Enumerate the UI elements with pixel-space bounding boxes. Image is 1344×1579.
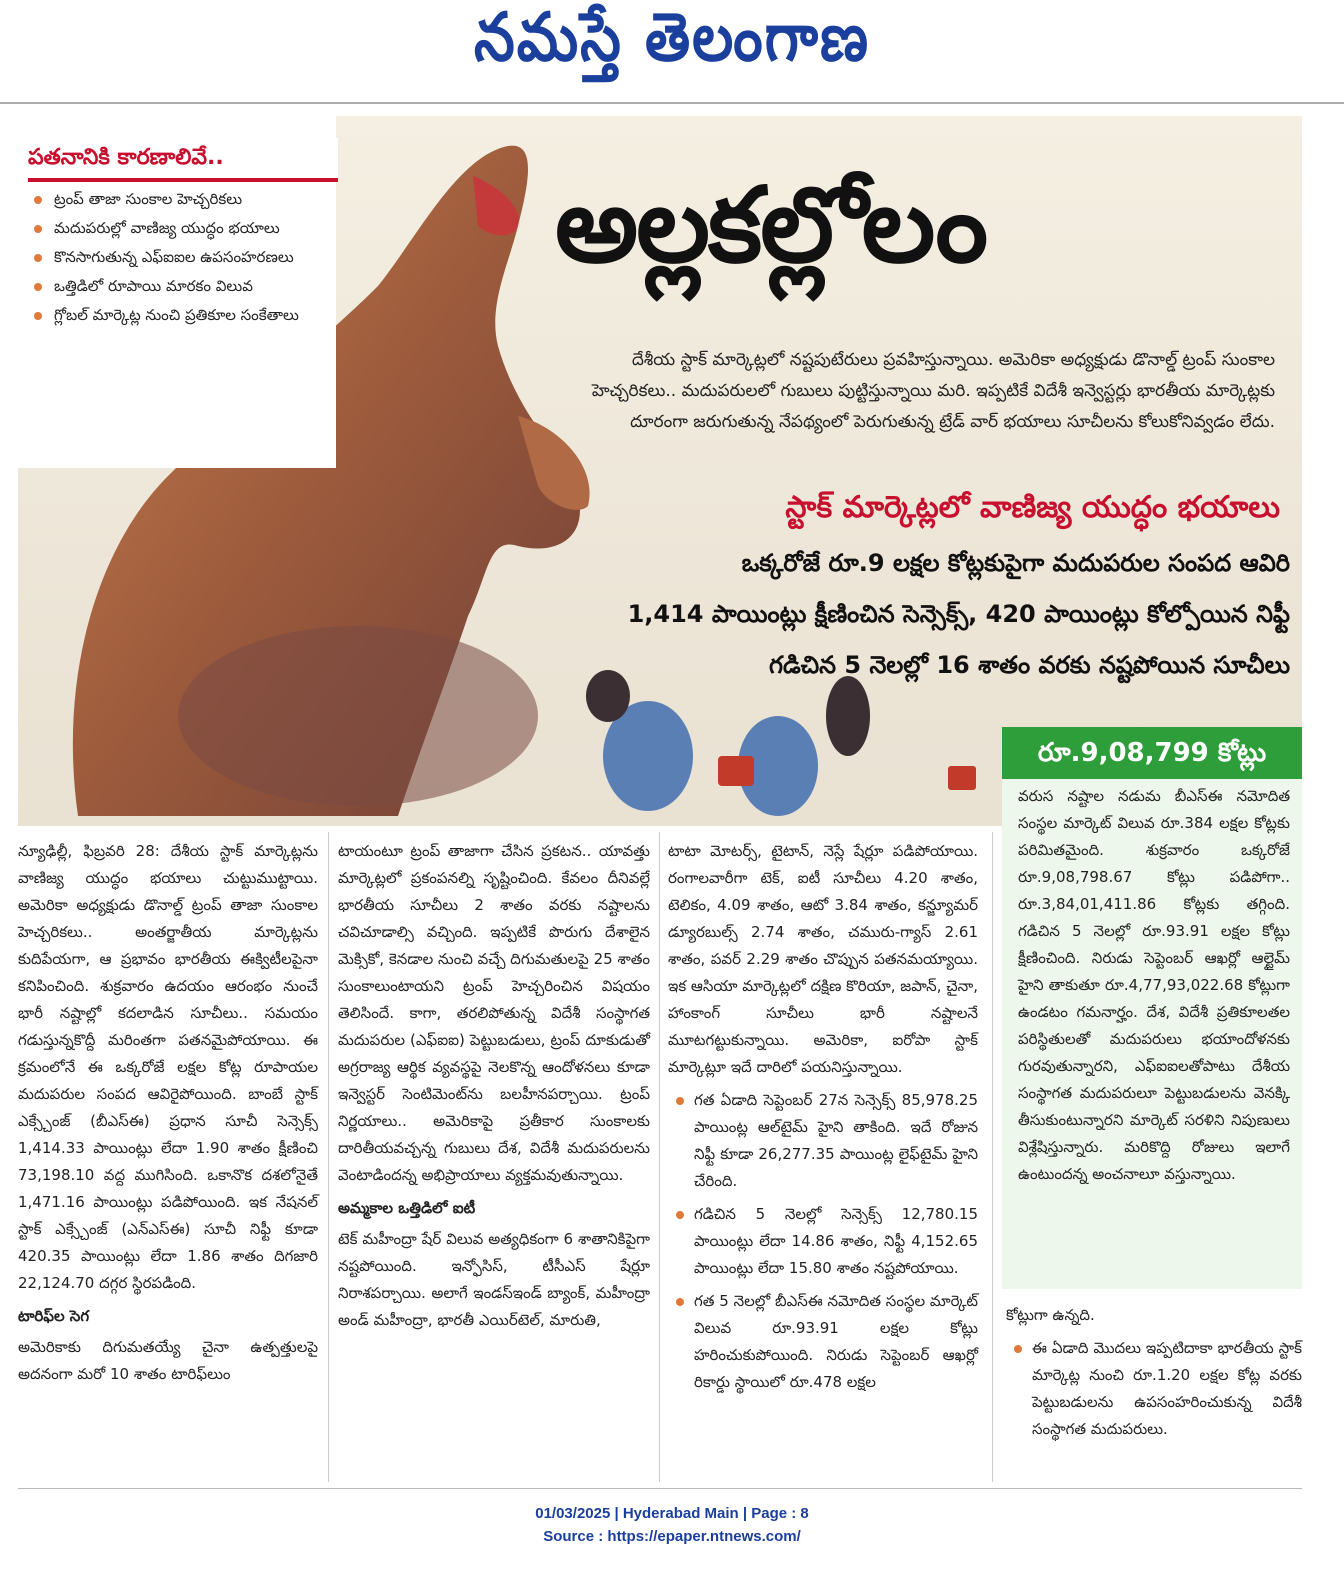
- footer-source: Source : https://epaper.ntnews.com/: [543, 1528, 801, 1545]
- column-divider: [992, 832, 993, 1482]
- article-column-3: [668, 838, 978, 1396]
- footer-divider: [18, 1488, 1302, 1489]
- reason-item: గ్లోబల్ మార్కెట్ల నుంచి ప్రతికూల సంకేతాలు: [30, 302, 330, 329]
- article-column-4: [1006, 1302, 1302, 1443]
- reason-item: ట్రంప్ తాజా సుంకాల హెచ్చరికలు: [30, 186, 330, 213]
- info-box-text: [1018, 783, 1290, 1188]
- reasons-panel: [18, 116, 336, 468]
- bullet-point: గడిచిన 5 నెలల్లో సెన్సెక్స్ 12,780.15 పాయింట్లు లేదా 14.86 శాతం, నిఫ్టీ 4,152.65 పాయింట్లు లేదా 15.80 శాతం నష్టపోయాయి.: [668, 1201, 978, 1282]
- paragraph: అమెరికాకు దిగుమతయ్యే చైనా ఉత్పత్తులపై అదనంగా మరో 10 శాతం టారిఫ్‌లుం: [18, 1338, 318, 1383]
- masthead-divider: [0, 102, 1344, 104]
- article-column-1: [18, 838, 318, 1388]
- box-title: రూ.9,08,799 కోట్లు: [1002, 727, 1302, 779]
- masthead-title: నమస్తే తెలంగాణ: [474, 0, 870, 76]
- masthead: [0, 0, 1344, 100]
- footer-edition: 01/03/2025 | Hyderabad Main | Page : 8: [535, 1505, 809, 1522]
- intro-text: దేశీయ స్టాక్ మార్కెట్లలో నష్టపుటేరులు ప్రవహిస్తున్నాయి. అమెరికా అధ్యక్షుడు డొనాల్డ్ ట్రంప్ సుంకాల హెచ్చరికలు.. మదుపరులలో గుబులు పుట్టిస్తున్నాయి మరి. ఇప్పటికే విదేశీ ఇన్వెస్టర్లు భారతీయ మార్కెట్లకు దూరంగా జరుగుతున్న నేపథ్యంలో పెరుగుతున్న ట్రేడ్ వార్ భయాలు సూచీలను కోలుకోనివ్వడం లేదు.: [591, 350, 1275, 432]
- subheadline-1: ఒక్కరోజే రూ.9 లక్షల కోట్లకుపైగా మదుపరుల సంపద ఆవిరి: [741, 549, 1290, 577]
- reasons-title: పతనానికి కారణాలివే..: [28, 138, 338, 182]
- column-divider: [328, 832, 329, 1482]
- bullet-point: గత ఏడాది సెప్టెంబర్ 27న సెన్సెక్స్ 85,978.25 పాయింట్ల ఆల్‌టైమ్ హైని తాకింది. ఇదే రోజున నిఫ్టీ కూడా 26,277.35 పాయింట్ల లైఫ్‌టైమ్ హైని చేరింది.: [668, 1087, 978, 1195]
- main-headline: అల్లకల్లోలం: [555, 164, 987, 286]
- reason-item: ఒత్తిడిలో రూపాయి మారకం విలువ: [30, 273, 330, 300]
- paragraph: కోట్లుగా ఉన్నది.: [1006, 1306, 1095, 1324]
- paragraph: టాటా మోటర్స్, టైటాన్, నెస్లే షేర్లూ పడిపోయాయి. రంగాలవారీగా టెక్, ఐటీ సూచీలు 4.20 శాతం, టెలికం, 4.09 శాతం, ఆటో 3.84 శాతం, కన్జ్యూమర్ డ్యూరబుల్స్ 2.74 శాతం, చమురు-గ్యాస్ 2.61 శాతం, పవర్ 2.29 శాతం చొప్పున పతనమయ్యాయి. ఇక ఆసియా మార్కెట్లలో దక్షిణ కొరియా, జపాన్, చైనా, హాంకాంగ్ సూచీలు భారీ నష్టాలనే మూటగట్టుకున్నాయి. అమెరికా, ఐరోపా స్టాక్ మార్కెట్లూ ఇదే దారిలో పయనిస్తున్నాయి.: [668, 842, 978, 1076]
- column-divider: [659, 832, 660, 1482]
- section-heading: అమ్మకాల ఒత్తిడిలో ఐటీ: [338, 1199, 476, 1217]
- subheadline-3: గడిచిన 5 నెలల్లో 16 శాతం వరకు నష్టపోయిన సూచీలు: [769, 651, 1290, 679]
- article-column-2: [338, 838, 650, 1334]
- info-box-paragraph: వరుస నష్టాల నడుమ బీఎస్ఈ నమోదిత సంస్థల మార్కెట్ విలువ రూ.384 లక్షల కోట్లకు పరిమితమైంది. శుక్రవారం ఒక్కరోజే రూ.9,08,798.67 కోట్లు పడిపోగా.. రూ.3,84,01,411.86 కోట్లకు తగ్గింది. గడిచిన 5 నెలల్లో రూ.93.91 లక్షల కోట్లు క్షీణించింది. నిరుడు సెప్టెంబర్ ఆఖర్లో ఆల్టైమ్ హైని తాకుతూ రూ.4,77,93,022.68 కోట్లుగా ఉండటం గమనార్హం. దేశ, విదేశీ ప్రతికూలతల పరిస్థితులతో మదుపరులు భయాందోళనకు గురవుతున్నారని, ఎఫ్ఐఐలతోపాటు దేశీయ సంస్థాగత మదుపరులూ పెట్టుబడులను వెనక్కి తీసుకుంటున్నారని మార్కెట్ సరళిని నిపుణులు విశ్లేషిస్తున్నారు. మరికొద్ది రోజులు ఇలాగే ఉంటుందన్న అంచనాలూ వస్తున్నాయి.: [1018, 787, 1290, 1183]
- reasons-list: [30, 186, 330, 331]
- paragraph: టాయంటూ ట్రంప్ తాజాగా చేసిన ప్రకటన.. యావత్తు మార్కెట్లలో ప్రకంపనల్ని సృష్టించింది. కేవలం దీనివల్లే భారతీయ సూచీలు 2 శాతం వరకు నష్టాలను చవిచూడాల్సి వచ్చింది. ఇప్పటికే పొరుగు దేశాలైన మెక్సికో, కెనడాల నుంచి వచ్చే దిగుమతులపై 25 శాతం సుంకాలుంటాయని ట్రంప్ హెచ్చరించిన విషయం తెలిసిందే. కాగా, తరలిపోతున్న విదేశీ సంస్థాగత మదుపరుల (ఎఫ్ఐఐ) పెట్టుబడులు, ట్రంప్ దూకుడుతో అగ్రరాజ్య ఆర్థిక వ్యవస్థపై నెలకొన్న ఆందోళనలు కూడా ఇన్వెస్టర్ సెంటిమెంట్‌ను బలహీనపర్చాయి. ట్రంప్ నిర్ణయాలు.. అమెరికాపై ప్రతీకార సుంకాలకు దారితీయవచ్చన్న గుబులు దేశ, విదేశీ మదుపరులను వెంటాడిందన్న అభిప్రాయాలు వ్యక్తమవుతున్నాయి.: [338, 842, 650, 1184]
- subheadline-2: 1,414 పాయింట్లు క్షీణించిన సెన్సెక్స్, 420 పాయింట్లు కోల్పోయిన నిఫ్టీ: [627, 600, 1290, 628]
- subheadline-red: స్టాక్ మార్కెట్లలో వాణిజ్య యుద్ధం భయాలు: [785, 490, 1280, 525]
- reason-item: కొనసాగుతున్న ఎఫ్ఐఐల ఉపసంహరణలు: [30, 244, 330, 271]
- bullet-point: గత 5 నెలల్లో బీఎస్ఈ నమోదిత సంస్థల మార్కెట్ విలువ రూ.93.91 లక్షల కోట్లు హరించుకుపోయింది. నిరుడు సెప్టెంబర్ ఆఖర్లో రికార్డు స్థాయిలో రూ.478 లక్షల: [668, 1288, 978, 1396]
- bullet-point: ఈ ఏడాది మొదలు ఇప్పటిదాకా భారతీయ స్టాక్ మార్కెట్ల నుంచి రూ.1.20 లక్షల కోట్ల వరకు పెట్టుబడులను ఉపసంహరించుకున్న విదేశీ సంస్థాగత మదుపరులు.: [1006, 1335, 1302, 1443]
- section-heading: టారిఫ్‌ల సెగ: [18, 1307, 90, 1325]
- paragraph: న్యూఢిల్లీ, ఫిబ్రవరి 28: దేశీయ స్టాక్ మార్కెట్లను వాణిజ్య యుద్ధం భయాలు చుట్టుముట్టాయి. అమెరికా అధ్యక్షుడు డొనాల్డ్ ట్రంప్ తాజా సుంకాల హెచ్చరికలు.. అంతర్జాతీయ మార్కెట్లను కుదిపేయగా, ఆ ప్రభావం భారతీయ ఈక్విటీలపైనా కనిపించింది. శుక్రవారం ఉదయం ఆరంభం నుంచే భారీ నష్టాల్లో కదలాడిన సూచీలు.. సమయం గడుస్తున్నకొద్దీ మరింతగా పతనమైపోయాయి. ఈ క్రమంలోనే ఈ ఒక్కరోజే లక్షల కోట్ల రూపాయల మదుపరుల సంపద ఆవిరైపోయింది. బాంబే స్టాక్ ఎక్స్చేంజ్ (బీఎస్ఈ) ప్రధాన సూచీ సెన్సెక్స్ 1,414.33 పాయింట్లు లేదా 1.90 శాతం క్షీణించి 73,198.10 వద్ద ముగిసింది. ఒకానొక దశలోనైతే 1,471.16 పాయింట్లు పడిపోయింది. ఇక నేషనల్ స్టాక్ ఎక్స్చేంజ్ (ఎన్ఎస్ఈ) సూచీ నిఫ్టీ కూడా 420.35 పాయింట్లు లేదా 1.86 శాతం దిగజారి 22,124.70 దగ్గర స్థిరపడింది.: [18, 842, 318, 1292]
- paragraph: టెక్ మహీంద్రా షేర్ విలువ అత్యధికంగా 6 శాతానికిపైగా నష్టపోయింది. ఇన్ఫోసిస్, టీసీఎస్ షేర్లూ నిరాశపర్చాయి. అలాగే ఇండస్ఇండ్ బ్యాంక్, మహీంద్రా అండ్ మహీంద్రా, భారతీ ఎయిర్‌టెల్, మారుతి,: [338, 1230, 650, 1329]
- reason-item: మదుపరుల్లో వాణిజ్య యుద్ధం భయాలు: [30, 215, 330, 242]
